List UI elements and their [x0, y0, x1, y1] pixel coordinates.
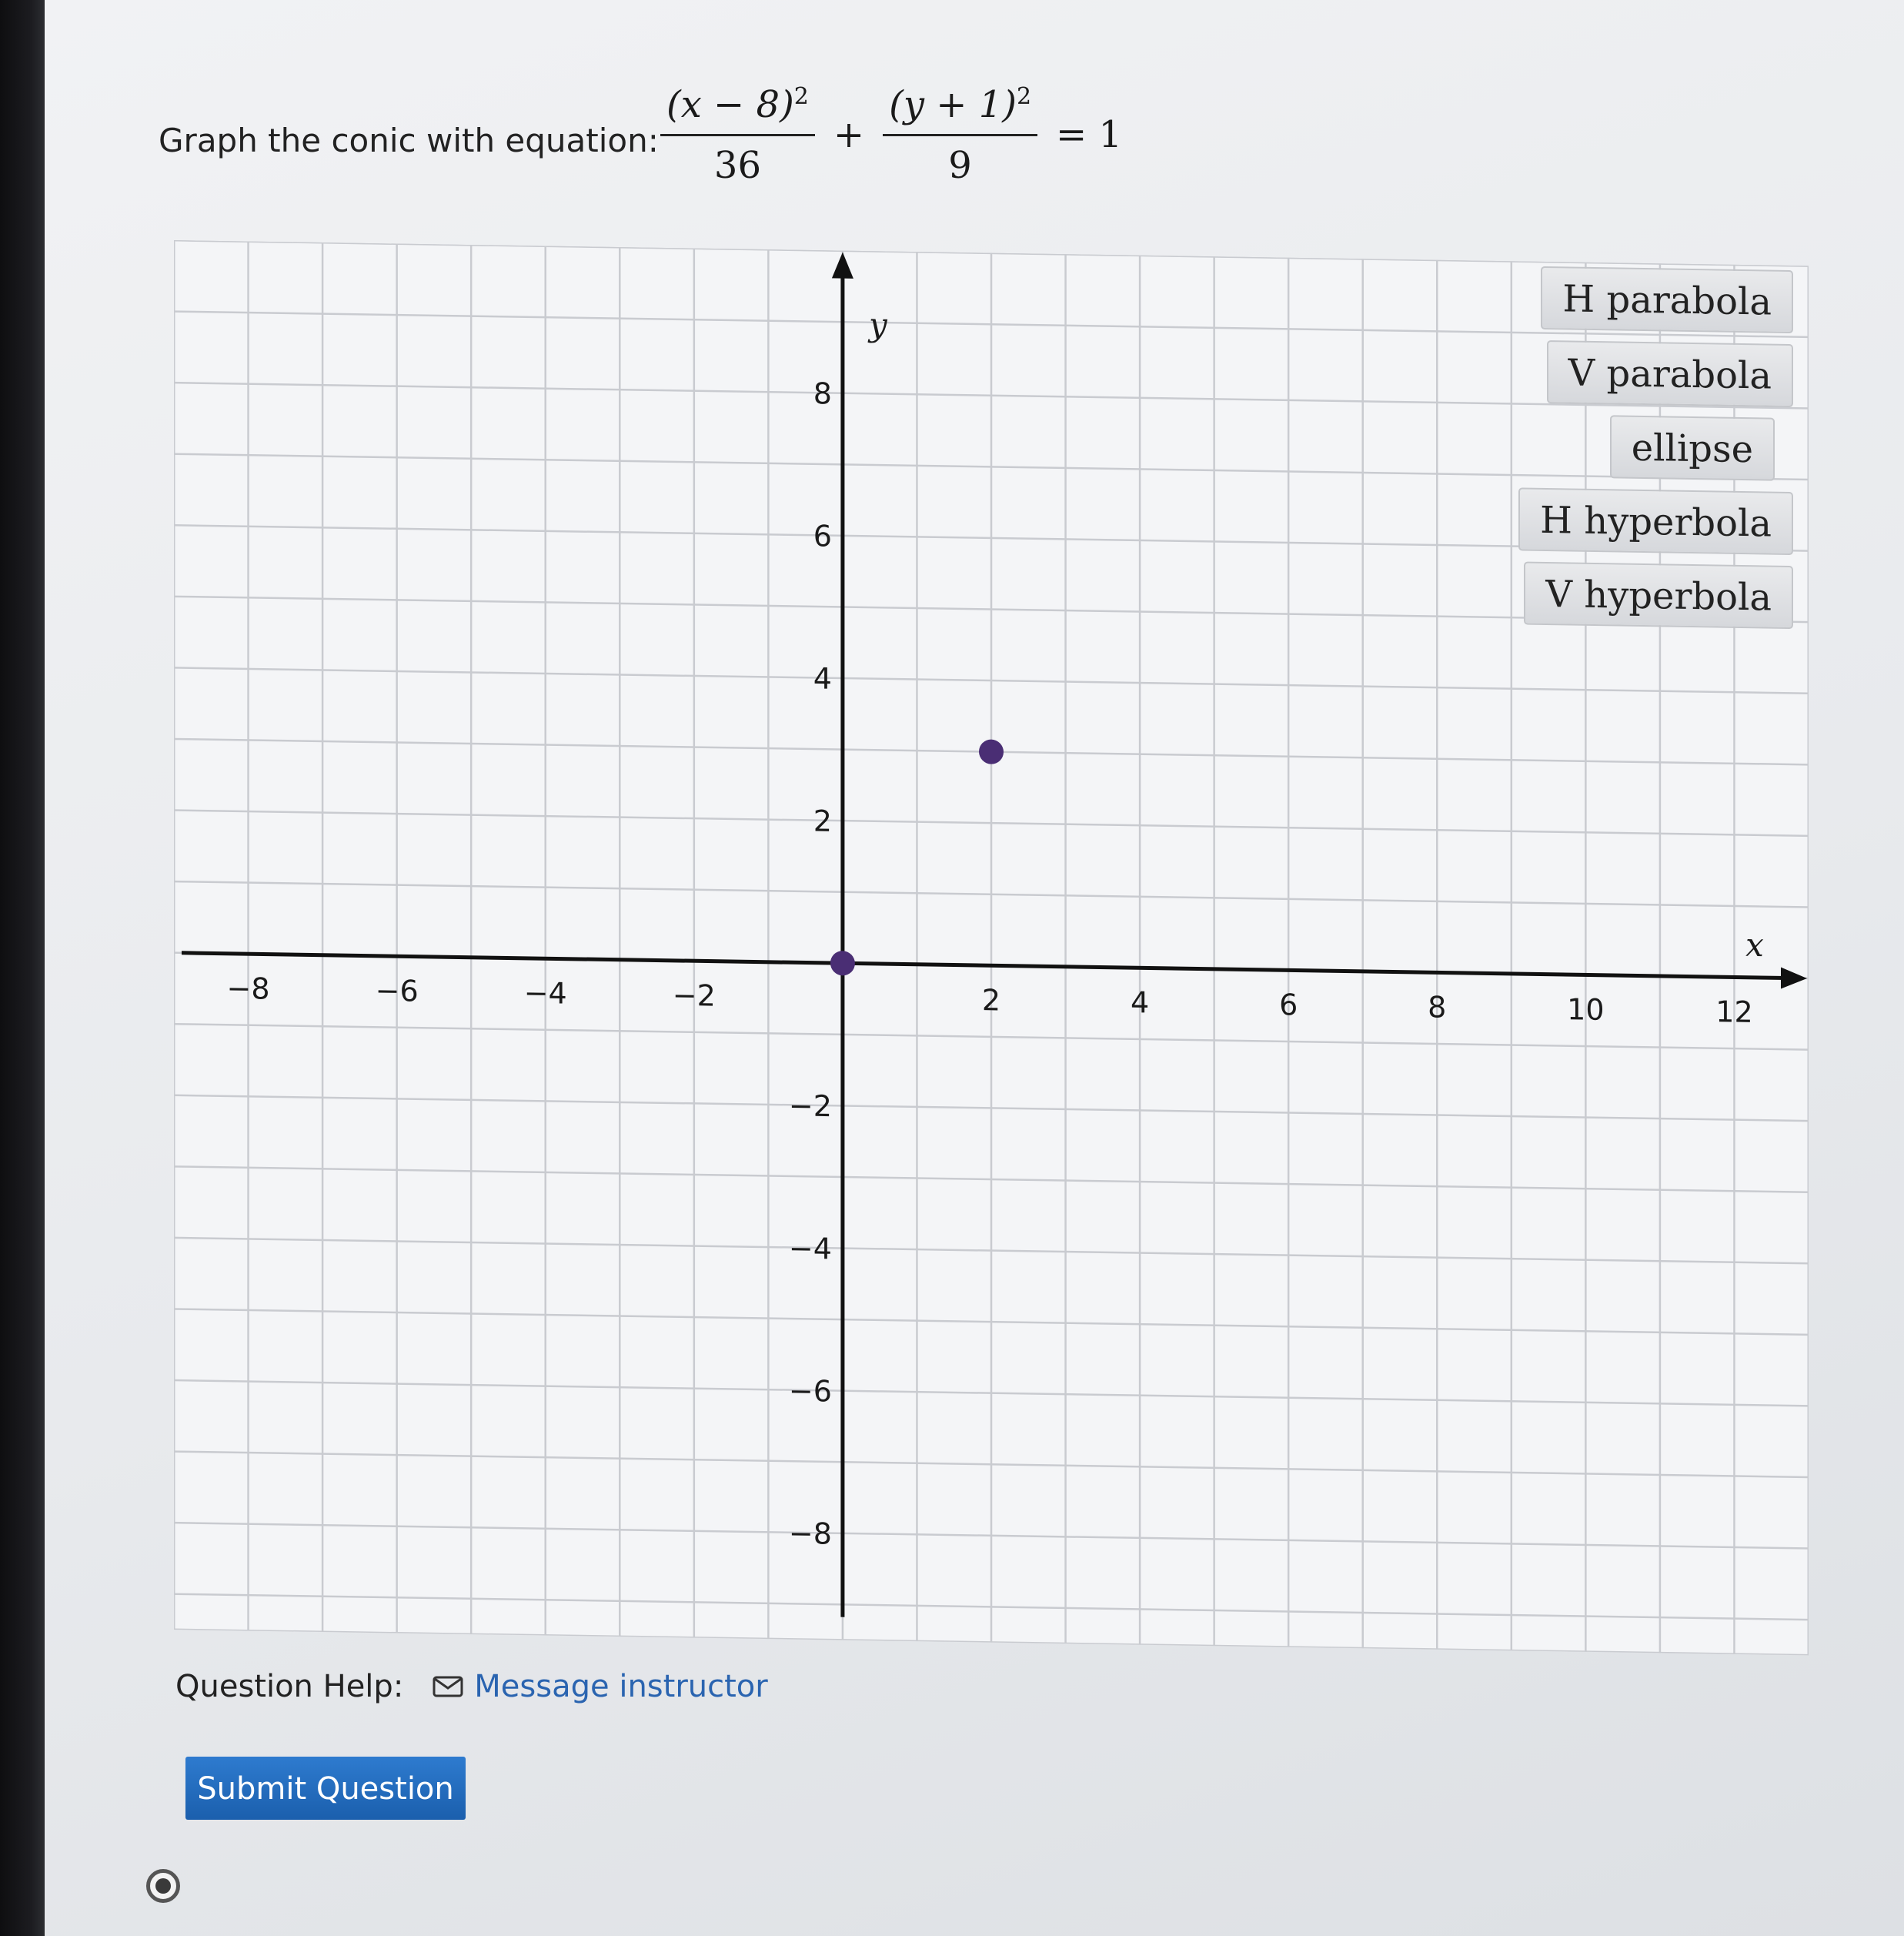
x-axis-label: x — [1745, 925, 1764, 965]
question-prompt: Graph the conic with equation: — [159, 122, 659, 159]
x-tick-label: 12 — [1715, 995, 1753, 1029]
mail-icon[interactable] — [433, 1676, 463, 1697]
x-tick-label: 6 — [1279, 988, 1298, 1022]
x-tick-label: 4 — [1130, 985, 1150, 1020]
y-tick-label: −8 — [788, 1516, 832, 1551]
equation-term-1 — [660, 83, 815, 187]
coordinate-grid[interactable] — [174, 240, 1809, 1655]
question-help — [175, 1669, 768, 1704]
term1-denominator: 36 — [713, 143, 761, 187]
term2-denominator: 9 — [948, 143, 972, 187]
h-hyperbola-button[interactable]: H hyperbola — [1518, 487, 1793, 555]
term2-exponent: 2 — [1016, 82, 1032, 110]
v-parabola-button[interactable]: V parabola — [1547, 340, 1793, 407]
y-axis-label: y — [869, 306, 887, 344]
plus-sign: + — [833, 113, 865, 156]
term2-numerator: (y + 1) — [889, 82, 1017, 126]
x-tick-label: −2 — [672, 978, 716, 1013]
y-tick-label: −6 — [788, 1373, 832, 1409]
x-tick-label: −8 — [226, 971, 270, 1006]
x-tick-label: 2 — [981, 983, 1001, 1018]
y-tick-label: −4 — [788, 1231, 832, 1266]
x-tick-label: 10 — [1567, 992, 1605, 1027]
graph-area[interactable] — [174, 240, 1809, 1655]
y-tick-label: −2 — [788, 1088, 832, 1124]
question-help-label: Question Help: — [175, 1669, 404, 1704]
equals-one: = 1 — [1056, 113, 1123, 156]
x-tick-label: −6 — [375, 973, 419, 1008]
y-tick-label: 4 — [813, 661, 832, 696]
conic-equation — [653, 73, 1133, 196]
message-instructor-link[interactable]: Message instructor — [474, 1669, 768, 1704]
x-tick-label: −4 — [523, 975, 567, 1011]
y-tick-label: 6 — [813, 519, 832, 553]
y-tick-label: 2 — [813, 804, 832, 838]
ellipse-button[interactable]: ellipse — [1610, 415, 1775, 480]
term1-numerator: (x − 8) — [666, 82, 794, 126]
term1-exponent: 2 — [793, 82, 809, 110]
x-tick-label: 8 — [1428, 990, 1447, 1025]
question-page — [45, 0, 1904, 1936]
equation-term-2 — [883, 83, 1037, 187]
submit-question-button[interactable]: Submit Question — [185, 1757, 466, 1820]
v-hyperbola-button[interactable]: V hyperbola — [1524, 562, 1793, 629]
h-parabola-button[interactable]: H parabola — [1541, 266, 1793, 333]
radio-icon[interactable] — [146, 1869, 180, 1903]
y-tick-label: 8 — [813, 376, 832, 411]
screen-bezel — [0, 0, 45, 1936]
